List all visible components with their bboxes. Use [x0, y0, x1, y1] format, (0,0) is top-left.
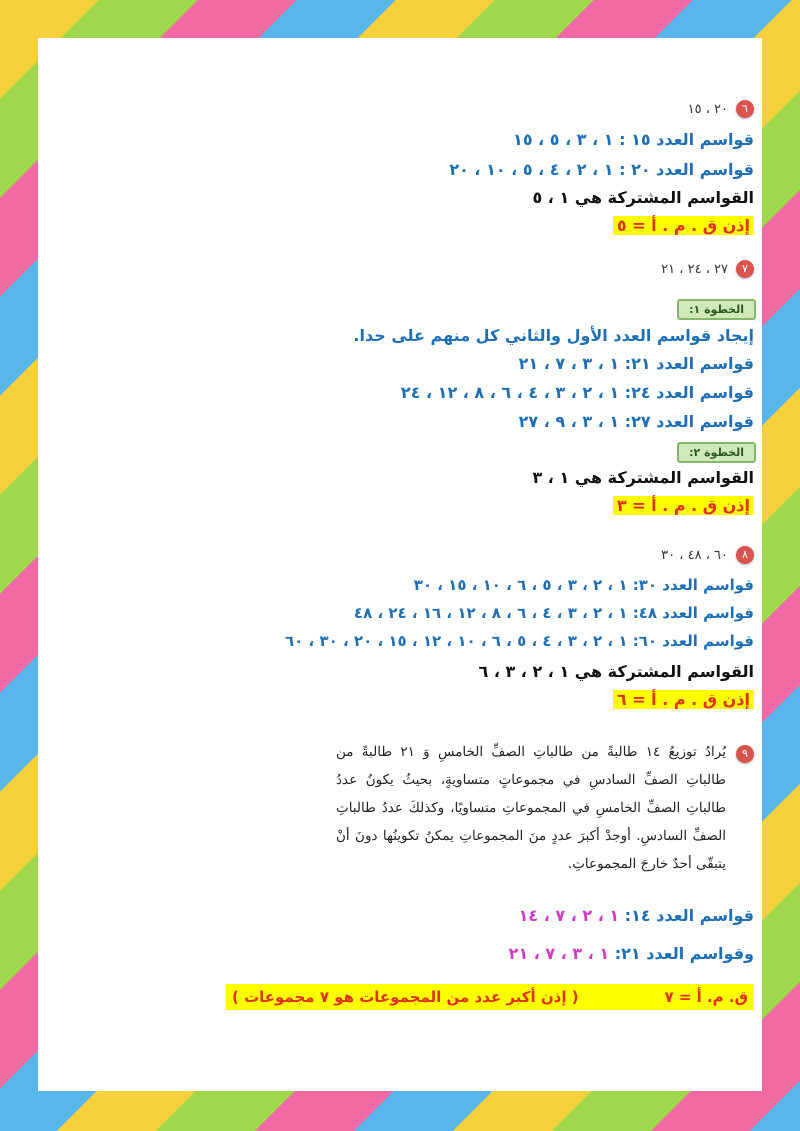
q8-common-divisors: القواسم المشتركة هي ١ ، ٢ ، ٣ ، ٦ [478, 662, 754, 681]
divisor-values: ٢٤: ١ ، ٢ ، ٣ ، ٤ ، ٦ ، ٨ ، ١٢ ، ٢٤ [400, 383, 651, 402]
q7-answer-highlight: إذن ق . م . أ = ٣ [613, 496, 754, 515]
divisor-values: ١ ، ٣ ، ٧ ، ٢١ [508, 944, 610, 963]
q8-divisors-30 [414, 576, 754, 594]
q8-answer-highlight: إذن ق . م . أ = ٦ [613, 690, 754, 709]
divisor-values: ٦٠: ١ ، ٢ ، ٣ ، ٤ ، ٥ ، ٦ ، ١٠ ، ١٢ ، ١٥ ، ٢٠ ، ٣٠ ، ٦٠ [284, 632, 658, 650]
q7-number-badge: ٧ [736, 260, 754, 278]
q9-divisors-21 [509, 944, 754, 963]
q6-number-badge: ٦ [736, 100, 754, 118]
q7-divisors-21 [519, 354, 754, 373]
q7-step2-label: الخطوة ٢: [677, 442, 756, 463]
q6-divisors-20 [449, 160, 754, 179]
q6-answer-highlight: إذن ق . م . أ = ٥ [613, 216, 754, 235]
divisor-label: قواسم العدد [657, 604, 754, 622]
q7-header [661, 260, 754, 278]
q7-divisors-27 [519, 412, 754, 431]
q6-answer [613, 216, 754, 235]
divisor-values: ٢٠ : ١ ، ٢ ، ٤ ، ٥ ، ١٠ ، ٢٠ [449, 160, 651, 179]
q6-header [688, 100, 754, 118]
q9-answer-bar [226, 984, 754, 1010]
q8-numbers: ٦٠ ، ٤٨ ، ٣٠ [661, 547, 728, 563]
divisor-values: ١ ، ٢ ، ٧ ، ١٤ [518, 906, 620, 925]
q8-divisors-48 [354, 604, 754, 622]
divisor-values: ٤٨: ١ ، ٢ ، ٣ ، ٤ ، ٦ ، ٨ ، ١٢ ، ١٦ ، ٢٤ ، ٤٨ [353, 604, 658, 622]
divisor-label: قواسم العدد [650, 383, 754, 402]
q7-divisors-24 [401, 383, 754, 402]
divisor-values: ٣٠: ١ ، ٢ ، ٣ ، ٥ ، ٦ ، ١٠ ، ١٥ ، ٣٠ [413, 576, 658, 594]
q9-number-badge: ٩ [736, 745, 754, 763]
q9-gcf-answer: ق. م. أ = ٧ [664, 988, 748, 1006]
divisor-label: قواسم العدد [657, 632, 754, 650]
q9-problem-text: يُرادُ توزيعُ ١٤ طالبةً من طالباتِ الصفِّ الخامسِ وَ ٢١ طالبةً من طالباتِ الصفِّ السادسِ في مجموعاتٍ متساويةٍ، بحيثُ يكونُ عددُ طالباتِ الصفِّ الخامسِ في المجموعاتِ متساويًا، وكذلكَ عددُ طالباتِ الصفِّ السادسِ. أوجدْ أكبرَ عددٍ منَ المجموعاتِ يمكنُ تكوينُها دونَ أنْ يتبقّى أحدٌ خارجَ المجموعاتِ. [336, 744, 726, 872]
q7-numbers: ٢٧ ، ٢٤ ، ٢١ [661, 261, 728, 277]
divisor-label: قواسم العدد [650, 412, 754, 431]
q8-answer [613, 690, 754, 709]
q7-step1-label: الخطوة ١: [677, 299, 756, 320]
q8-divisors-60 [285, 632, 754, 650]
q6-common-divisors: القواسم المشتركة هي ١ ، ٥ [532, 188, 754, 207]
divisor-number: ١٤: [619, 906, 651, 925]
q8-header [661, 546, 754, 564]
divisor-label: قواسم العدد [657, 576, 754, 594]
q8-number-badge: ٨ [736, 546, 754, 564]
divisor-values: ٢٧: ١ ، ٣ ، ٩ ، ٢٧ [518, 412, 651, 431]
divisor-label: قواسم العدد [650, 160, 754, 179]
divisor-label: قواسم العدد [650, 906, 754, 925]
divisor-number: ٢١: [609, 944, 641, 963]
q9-groups-answer: ( إذن أكبر عدد من المجموعات هو ٧ مجموعات ) [232, 988, 579, 1006]
divisor-label: قواسم العدد [650, 354, 754, 373]
q6-divisors-15 [513, 130, 754, 149]
divisor-label: قواسم العدد [650, 130, 754, 149]
q7-answer [613, 496, 754, 515]
q7-common-divisors: القواسم المشتركة هي ١ ، ٣ [532, 468, 754, 487]
divisor-values: ٢١: ١ ، ٣ ، ٧ ، ٢١ [518, 354, 651, 373]
q7-step1-text: إيجاد قواسم العدد الأول والثاني كل منهم على حدا. [353, 326, 754, 345]
worksheet-page [38, 38, 762, 1091]
divisor-values: ١٥ : ١ ، ٣ ، ٥ ، ١٥ [513, 130, 651, 149]
q9-divisors-14 [519, 906, 754, 925]
divisor-label: وقواسم العدد [640, 944, 754, 963]
q6-numbers: ٢٠ ، ١٥ [687, 101, 728, 117]
